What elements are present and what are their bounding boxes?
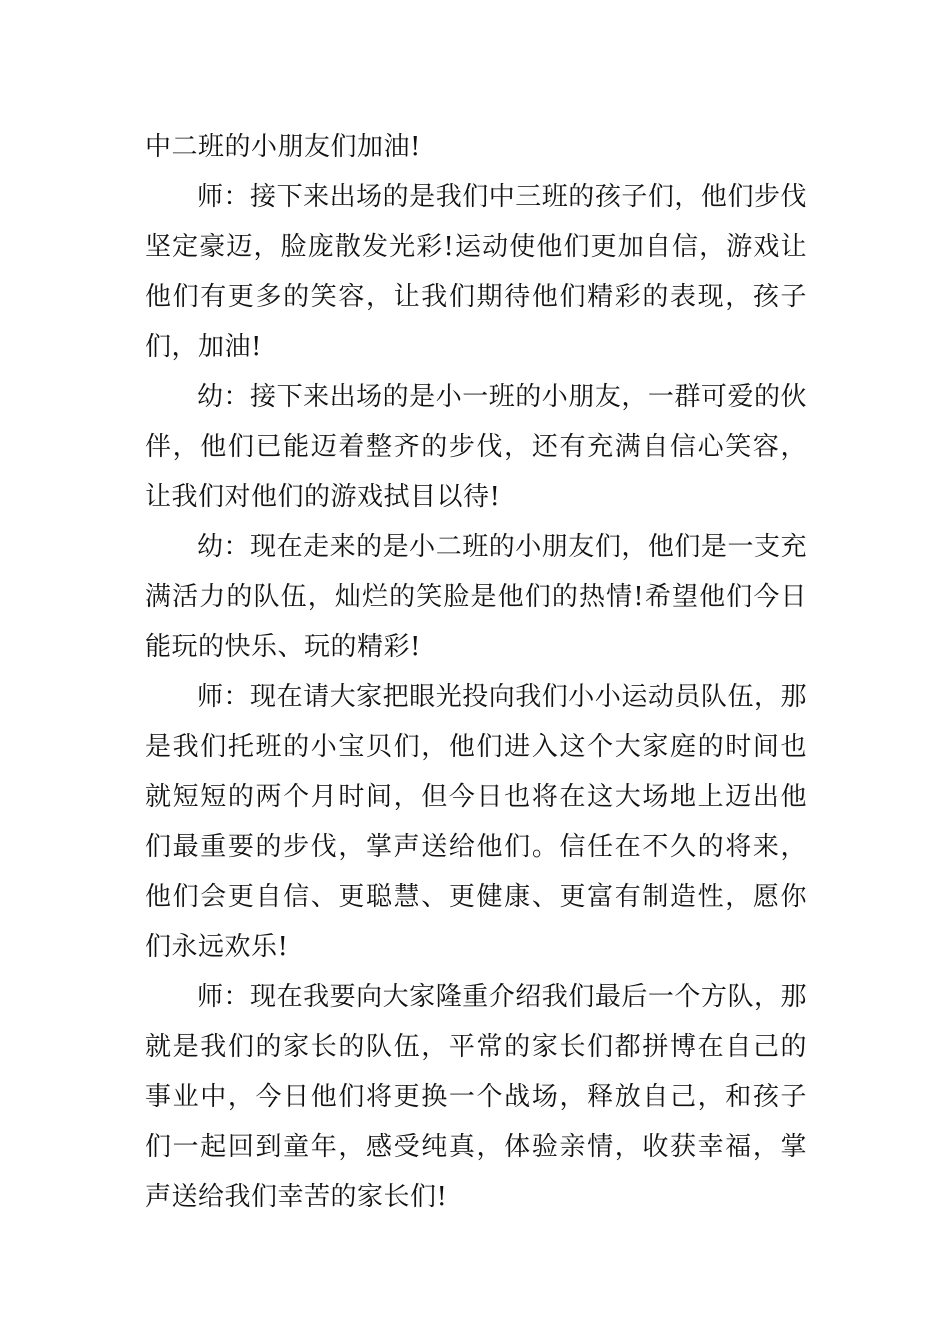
paragraph-1: 中二班的小朋友们加油! <box>145 132 421 162</box>
paragraph-3: 幼：接下来出场的是小一班的小朋友，一群可爱的伙伴，他们已能迈着整齐的步伐，还有充满自信心笑容，让我们对他们的游戏拭目以待! <box>145 382 807 512</box>
paragraph-5: 师：现在请大家把眼光投向我们小小运动员队伍，那是我们托班的小宝贝们，他们进入这个大家庭的时间也就短短的两个月时间，但今日也将在这大场地上迈出他们最重要的步伐，掌声送给他们。信任在不久的将来，他们会更自信、更聪慧、更健康、更富有制造性，愿你们永远欢乐! <box>145 682 807 962</box>
document-body <box>145 122 807 1222</box>
paragraph-6: 师：现在我要向大家隆重介绍我们最后一个方队，那就是我们的家长的队伍，平常的家长们都拼博在自己的事业中，今日他们将更换一个战场，释放自己，和孩子们一起回到童年，感受纯真，体验亲情，收获幸福，掌声送给我们幸苦的家长们! <box>145 982 807 1212</box>
paragraph-2: 师：接下来出场的是我们中三班的孩子们，他们步伐坚定豪迈，脸庞散发光彩!运动使他们更加自信，游戏让他们有更多的笑容，让我们期待他们精彩的表现，孩子们，加油! <box>145 182 807 362</box>
paragraph-4: 幼：现在走来的是小二班的小朋友们，他们是一支充满活力的队伍，灿烂的笑脸是他们的热情!希望他们今日能玩的快乐、玩的精彩! <box>145 532 807 662</box>
